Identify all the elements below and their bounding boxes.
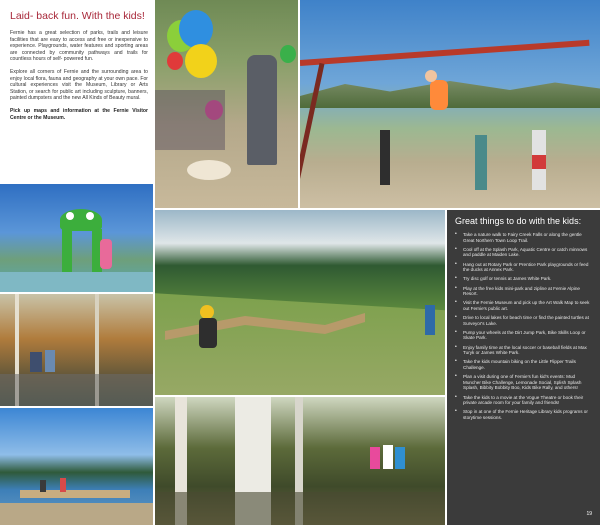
activities-panel [447, 210, 600, 525]
list-item: • Stop in at one of the Fernie Heritage Library kids programs or storytime sessions. [455, 408, 588, 420]
photo-lake-dock [0, 408, 153, 525]
bullet-icon: • [455, 245, 457, 252]
activities-list [447, 232, 600, 421]
bullet-icon: • [455, 373, 457, 380]
bullet-icon: • [455, 314, 457, 321]
photo-splash-park [0, 184, 153, 292]
page-number: 19 [586, 511, 592, 517]
intro-paragraph-1: Fernie has a great selection of parks, trails and leisure facilities that are easy to access and free or inexpensive to experience. Playgrounds, water features and sporting areas are connected by community pathways and trails for countless hours of self- powered fun. [10, 30, 148, 63]
list-item: • Visit the Fernie Museum and pick up the Art Walk Map to seek out Fernie's public art. [455, 299, 590, 311]
panel-title: Great things to do with the kids: [455, 216, 582, 226]
list-item: • Try disc golf or tennis at James White Park. [455, 275, 552, 282]
bullet-icon: • [455, 358, 457, 365]
list-item: • Play at the free kids mini-park and zipline at Fernie Alpine Resort. [455, 284, 580, 297]
bullet-icon: • [455, 231, 457, 237]
list-item: • Take a nature walk to Fairy Creek Falls or along the gentle Great Northern Town Loop Trail. [455, 231, 582, 243]
bullet-icon: • [455, 343, 457, 350]
list-item: • Take the kids to a movie at the Vogue Theatre or book their private arcade room for your family and friends! [455, 393, 584, 406]
list-item: • Enjoy family time at the local soccer or baseball fields at Max Turyk or James White Park. [455, 343, 587, 356]
bullet-icon: • [455, 284, 457, 291]
list-item: • Take the kids mountain biking on the Little Flipper Trails Challenge. [455, 358, 576, 371]
list-item: • Cool off at the Splash Park, Aquatic Centre or catch minnows and paddle at Maiden Lake. [455, 245, 588, 258]
bullet-icon: • [455, 393, 457, 400]
bullet-icon: • [455, 408, 457, 415]
list-item: • Pump your wheels at the Dirt Jump Park, Bike Skills Loop or Skate Park. [455, 328, 586, 341]
photo-swings-playground [300, 0, 600, 208]
intro-title: Laid- back fun. With the kids! [10, 10, 145, 22]
photo-kids-balloons [155, 0, 298, 208]
intro-paragraph-2: Explore all corners of Fernie and the surrounding area to enjoy local flora, fauna and geography at your own pace. For cultural experiences visit the Museum, Library or Arts Station, or search for public art including sculpture, banners, painted dumpsters and the new All Kinds of Beauty mural. [10, 68, 148, 102]
bullet-icon: • [455, 260, 457, 267]
photo-forest-family [0, 294, 153, 406]
photo-forest-trail [155, 397, 445, 525]
intro-paragraph-3: Pick up maps and information at the Fernie Visitor Centre or the Museum. [10, 107, 148, 121]
list-item: • Drive to local lakes for beach time or find the painted turtles at Surveyor's Lake. [455, 314, 589, 326]
bullet-icon: • [455, 275, 457, 282]
bullet-icon: • [455, 299, 457, 306]
list-item: • Plan a visit during one of Fernie's fun kid's events: Mud Muncher Bike Challenge, Lemonade Social, Splish Splash Splash, Bibbity Bobbity Boo, Kids Bike Rally, and others! [455, 373, 582, 391]
bullet-icon: • [455, 328, 457, 335]
list-item: • Hang out at Rotary Park or Prentice Park playgrounds or feed the ducks at Annex Park. [455, 260, 589, 273]
photo-bike-park [155, 210, 445, 395]
intro-section [10, 10, 148, 127]
